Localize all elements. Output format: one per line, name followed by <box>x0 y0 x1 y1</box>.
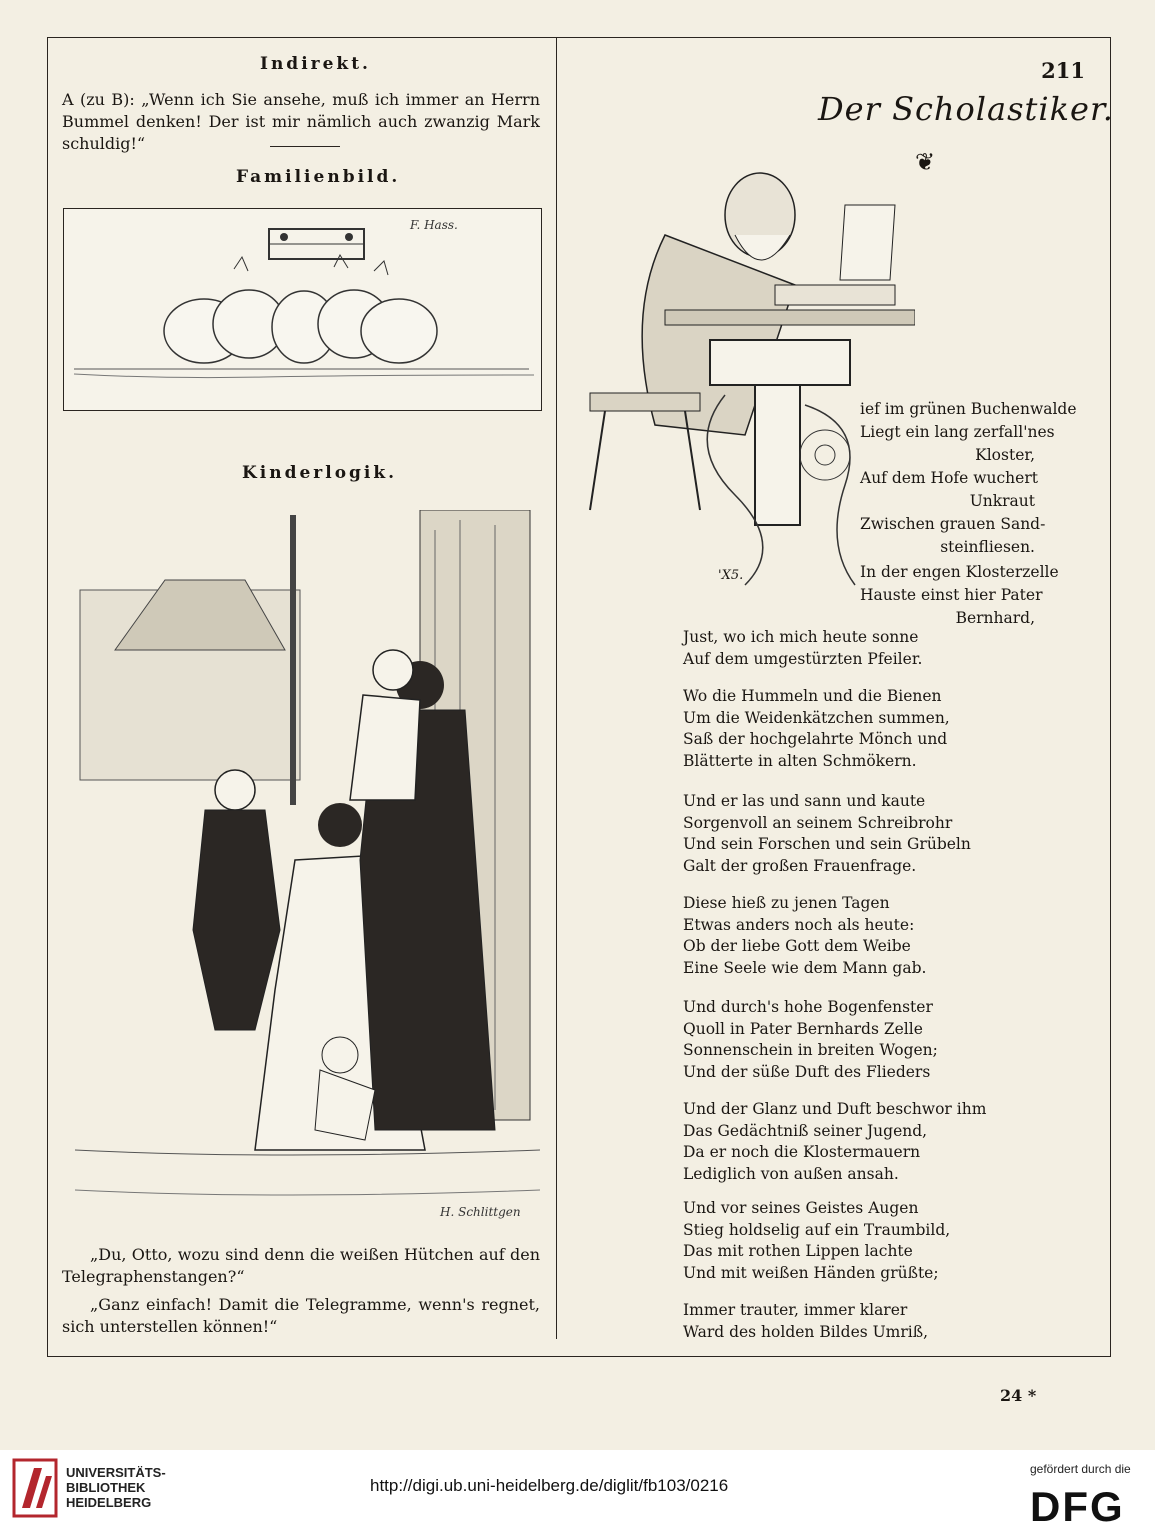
joke3-text1: „Du, Otto, wozu sind denn die weißen Hütchen auf den Telegraphenstangen?“ <box>62 1245 540 1286</box>
poem-line: Und der Glanz und Duft beschwor ihm <box>683 1100 987 1118</box>
children-illustration <box>75 510 540 1228</box>
stanza-7 <box>683 1099 986 1185</box>
poem-line: Zwischen grauen Sand- <box>860 515 1046 533</box>
poem-line: Hauste einst hier Pater <box>860 586 1043 604</box>
poem-line: Ob der liebe Gott dem Weibe <box>683 937 911 955</box>
poem-line: Wo die Hummeln und die Bienen <box>683 687 942 705</box>
flourish-ornament: ❦ <box>915 148 936 176</box>
pigs-signature: F. Hass. <box>410 218 458 232</box>
poem-line: Kloster, <box>975 446 1035 464</box>
stanza-3 <box>683 686 950 772</box>
poem-line: In der engen Klosterzelle <box>860 563 1059 581</box>
library-line-1: UNIVERSITÄTS- <box>66 1465 166 1480</box>
poem-line: Lediglich von außen ansah. <box>683 1164 899 1183</box>
poem-line: Da er noch die Klostermauern <box>683 1143 921 1161</box>
poem-line: Unkraut <box>969 492 1035 510</box>
poem-line: Liegt ein lang zerfall'nes <box>860 423 1055 441</box>
poem-line: Um die Weidenkätzchen summen, <box>683 708 950 727</box>
library-line-3: HEIDELBERG <box>66 1495 152 1510</box>
poem-line: Diese hieß zu jenen Tagen <box>683 894 890 912</box>
poem-line: Und mit weißen Händen grüßte; <box>683 1263 939 1282</box>
joke2-heading: Familienbild. <box>236 167 401 187</box>
library-line-2: BIBLIOTHEK <box>66 1480 146 1495</box>
stanza-9 <box>683 1300 928 1343</box>
stanza-4 <box>683 791 971 877</box>
separator-rule <box>270 146 340 147</box>
joke3-text2: „Ganz einfach! Damit die Telegramme, wenn's regnet, sich unterstellen können!“ <box>62 1295 540 1336</box>
poem-line: Etwas anders noch als heute: <box>683 915 915 934</box>
stanza-2 <box>683 627 922 670</box>
poem-line: Auf dem umgestürzten Pfeiler. <box>683 649 923 668</box>
poem-line: Quoll in Pater Bernhards Zelle <box>683 1019 923 1038</box>
initial-stanza <box>860 398 1077 559</box>
library-name <box>66 1465 166 1510</box>
poem-line: Eine Seele wie dem Mann gab. <box>683 958 927 977</box>
poem-line: ief im grünen Buchenwalde <box>860 400 1077 418</box>
poem-line: Ward des holden Bildes Umriß, <box>683 1322 929 1341</box>
poem-line: Blätterte in alten Schmökern. <box>683 751 917 770</box>
poem-line: Und sein Forschen und sein Grübeln <box>683 835 971 853</box>
pigs-illustration <box>63 208 542 411</box>
poem-line: Immer trauter, immer klarer <box>683 1301 908 1319</box>
stanza-5 <box>683 893 926 979</box>
poem-line: Stieg holdselig auf ein Traumbild, <box>683 1220 951 1239</box>
stanza-8 <box>683 1198 950 1284</box>
poem-line: Das Gedächtniß seiner Jugend, <box>683 1121 928 1140</box>
poem-line: Und vor seines Geistes Augen <box>683 1199 919 1217</box>
poem-line: steinfliesen. <box>940 538 1035 556</box>
poem-line: Und er las und sann und kaute <box>683 792 926 810</box>
sheet-mark: 24 * <box>1000 1386 1037 1405</box>
joke1-heading: Indirekt. <box>260 54 371 74</box>
poem-line: Galt der großen Frauenfrage. <box>683 856 917 875</box>
stanza-6 <box>683 997 938 1083</box>
pigs-drawing <box>64 209 541 410</box>
dfg-logo: DFG <box>1030 1483 1125 1530</box>
poem-line: Das mit rothen Lippen lachte <box>683 1242 913 1260</box>
poem-line: Und der süße Duft des Flieders <box>683 1062 931 1081</box>
stanza-1 <box>860 561 1059 630</box>
joke3-heading: Kinderlogik. <box>242 463 398 483</box>
university-library-logo <box>12 1458 58 1518</box>
funding-note: gefördert durch die <box>1030 1462 1131 1476</box>
column-divider <box>556 37 557 1339</box>
children-signature: H. Schlittgen <box>440 1205 521 1219</box>
page-number: 211 <box>1041 58 1085 83</box>
poem-title: Der Scholastiker. <box>818 90 1114 128</box>
joke1-text: A (zu B): „Wenn ich Sie ansehe, muß ich immer an Herrn Bummel denken! Der ist mir nämlich auch zwanzig Mark schuldig!“ <box>62 90 540 153</box>
poem-line: Bernhard, <box>955 609 1035 627</box>
poem-line: Auf dem Hofe wuchert <box>860 469 1038 487</box>
children-drawing <box>75 510 540 1228</box>
source-url-link[interactable]: http://digi.ub.uni-heidelberg.de/diglit/fb103/0216 <box>370 1476 729 1495</box>
poem-line: Just, wo ich mich heute sonne <box>683 628 919 646</box>
poem-line: Und durch's hohe Bogenfenster <box>683 998 933 1016</box>
poem-line: Sorgenvoll an seinem Schreibrohr <box>683 813 953 832</box>
poem-line: Saß der hochgelahrte Mönch und <box>683 730 948 748</box>
initial-signature: 'X5. <box>718 568 744 583</box>
poem-line: Sonnenschein in breiten Wogen; <box>683 1041 938 1059</box>
